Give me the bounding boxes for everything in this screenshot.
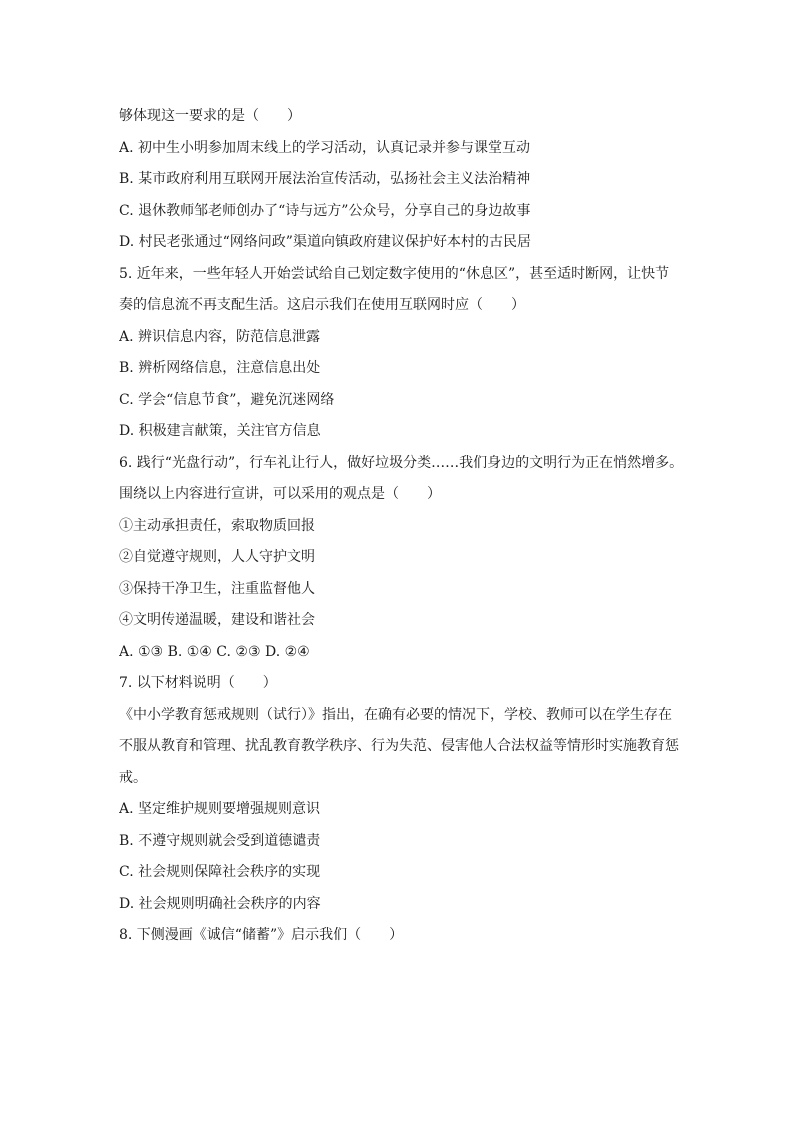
question-4-stem-continued: 够体现这一要求的是（ ） (119, 108, 301, 124)
question-7-stem: 7. 以下材料说明（ ） (119, 675, 277, 691)
question-5-stem-line-1: 5. 近年来，一些年轻人开始尝试给自己划定数字使用的“休息区”，甚至适时断网，让快节 (119, 265, 670, 282)
question-4-option-c: C. 退休教师邹老师创办了“诗与远方”公众号，分享自己的身边故事 (119, 202, 531, 219)
question-4-option-a: A. 初中生小明参加周末线上的学习活动，认真记录并参与课堂互动 (119, 139, 531, 156)
question-7-material-line-1: 《中小学教育惩戒规则（试行）》指出，在确有必要的情况下，学校、教师可以在学生存在 (119, 706, 672, 723)
question-6-statement-4: ④文明传递温暖，建设和谐社会 (119, 612, 315, 628)
question-6-stem-line-2: 围绕以上内容进行宣讲，可以采用的观点是（ ） (119, 486, 441, 502)
question-6-statement-1: ①主动承担责任，索取物质回报 (119, 517, 315, 534)
question-6-stem-line-1: 6. 践行“光盘行动”，行车礼让行人，做好垃圾分类……我们身边的文明行为正在悄然增多。 (119, 454, 684, 471)
question-5-option-a: A. 辨识信息内容，防范信息泄露 (119, 328, 321, 345)
question-6-statement-2: ②自觉遵守规则，人人守护文明 (119, 549, 315, 565)
question-5-option-d: D. 积极建言献策，关注官方信息 (119, 423, 321, 439)
question-4-option-b: B. 某市政府利用互联网开展法治宣传活动，弘扬社会主义法治精神 (119, 171, 531, 187)
question-7-option-d: D. 社会规则明确社会秩序的内容 (119, 895, 321, 912)
question-7-option-c: C. 社会规则保障社会秩序的实现 (119, 864, 321, 880)
question-6-statement-3: ③保持干净卫生，注重监督他人 (119, 580, 315, 597)
question-5-option-c: C. 学会“信息节食”，避免沉迷网络 (119, 391, 335, 408)
question-5-option-b: B. 辨析网络信息，注意信息出处 (119, 360, 321, 376)
question-7-material-line-2: 不服从教育和管理、扰乱教育教学秩序、行为失范、侵害他人合法权益等情形时实施教育惩 (119, 738, 679, 754)
question-7-option-b: B. 不遵守规则就会受到道德谴责 (119, 832, 321, 849)
question-4-option-d: D. 村民老张通过“网络问政”渠道向镇政府建议保护好本村的古民居 (119, 234, 531, 250)
question-8-stem: 8. 下侧漫画《诚信“储蓄”》启示我们（ ） (119, 927, 404, 943)
question-5-stem-line-2: 奏的信息流不再支配生活。这启示我们在使用互联网时应（ ） (119, 297, 525, 313)
question-6-options: A. ①③ B. ①④ C. ②③ D. ②④ (119, 643, 310, 660)
question-7-material-line-3: 戒。 (119, 769, 147, 786)
question-7-option-a: A. 坚定维护规则要增强规则意识 (119, 801, 321, 817)
question-text-block (119, 101, 699, 952)
